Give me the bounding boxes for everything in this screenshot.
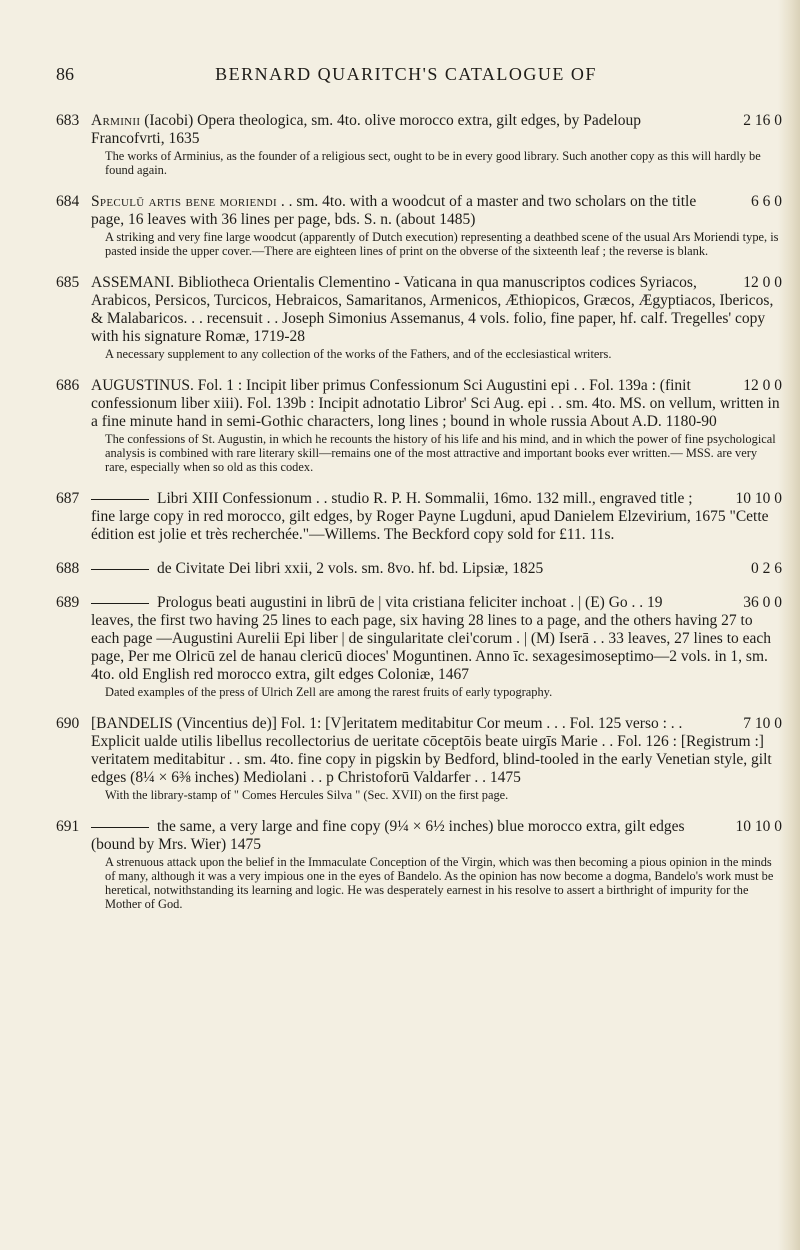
catalogue-entry [56,560,782,578]
entry-description [91,715,782,787]
entry-text: Bibliotheca Orientalis Clementino - Vaticana in qua manuscriptos codices Syriacos, Arabicos, Persicos, Turcicos, Hebraicos, Samaritanos, Armenicos, Æthiopicos, Græcos, Ægyptiacos, Ibericos, & Malabaricos. . . recensuit . . Joseph Simonius Assemanus, 4 vols. folio, fine paper, hf. calf. Tregelles' copy with his signature Romæ, 1719-28 [91,274,774,345]
entry-text: Libri XIII Confessionum . . studio R. P. H. Sommalii, 16mo. 132 mill., engraved title ; fine large copy in red morocco, gilt edges, by Roger Payne Lugduni, apud Danielem Elzevirium, 1675 "Cette édition est jolie et très recherchée."—Willems. The Beckford copy sold for £11. 11s. [91,490,769,543]
entry-price: 7 10 0 [743,715,782,732]
entry-author: Arminii [91,112,141,129]
entry-price: 2 16 0 [743,112,782,129]
entry-note: A striking and very fine large woodcut (apparently of Dutch execution) representing a deathbed scene of the usual Ars Moriendi type, is pasted inside the upper cover.—There are eighteen lines of print on the obverse of the sixteenth leaf ; the reverse is blank. [105,230,779,258]
entry-text: the same, a very large and fine copy (9¼ × 6½ inches) blue morocco extra, gilt edges (bound by Mrs. Wier) 1475 [91,818,685,853]
entry-number: 688 [56,560,80,577]
entry-text: Prologus beati augustini in librū de | vita cristiana feliciter inchoat . | (E) Go . . 19 leaves, the first two having 25 lines to each page, six having 28 lines to a page, and the others having 27 to each page —Augustini Aurelii Epi liber | de singularitate clei'corum . | (M) Iserā . . 33 leaves, 27 lines to each page, Per me Olricū zel de hanau clericū dioces' Moguntinen. Anno īc. sexagesimoseptimo—2 vols. in 1, sm. 4to. old English red morocco extra, gilt edges Coloniæ, 1467 [91,594,772,683]
catalogue-entry [56,112,782,177]
entry-description [91,594,782,684]
ditto-dash [91,499,149,500]
entry-text: Fol. 1 : Incipit liber primus Confessionum Sci Augustini epi . . Fol. 139a : (finit confessionum liber xiii). Fol. 139b : Incipit adnotatio Libror' Sci Aug. epi . . sm. 4to. MS. on vellum, written in a fine minute hand in semi-Gothic characters, long lines ; bound in whole russia About A.D. 1180-90 [91,377,780,430]
entry-note: The confessions of St. Augustin, in which he recounts the history of his life and his mind, and in which the power of fine psychological analysis is combined with rare literary skill—remains one of the most attractive and important books ever written.— MSS. are very rare, especially when so old as this codex. [105,432,776,474]
entry-description [91,560,782,578]
entry-number: 686 [56,377,80,394]
catalogue-entry [56,193,782,258]
catalogue-entries [56,112,782,927]
entry-number: 689 [56,594,80,611]
page-number: 86 [56,64,74,84]
entry-note: With the library-stamp of " Comes Hercules Silva " (Sec. XVII) on the first page. [105,788,509,802]
entry-author: Speculū artis bene moriendi [91,193,277,210]
entry-author: ASSEMANI. [91,274,175,291]
entry-number: 687 [56,490,80,507]
ditto-dash [91,569,149,570]
entry-price: 10 10 0 [735,490,782,507]
entry-price: 36 0 0 [743,594,782,611]
running-title: BERNARD QUARITCH'S CATALOGUE OF [215,64,597,84]
catalogue-entry [56,594,782,699]
catalogue-entry [56,818,782,911]
entry-text: de Civitate Dei libri xxii, 2 vols. sm. 8vo. hf. bd. Lipsiæ, 1825 [157,560,544,577]
entry-text: (Iacobi) Opera theologica, sm. 4to. olive morocco extra, gilt edges, by Padeloup Francofvrti, 1635 [91,112,641,147]
entry-description [91,490,782,544]
entry-description [91,112,782,148]
ditto-dash [91,603,149,604]
entry-description [91,274,782,346]
catalogue-entry [56,274,782,361]
entry-author: [BANDELIS [91,715,173,732]
ditto-dash [91,827,149,828]
entry-number: 691 [56,818,80,835]
catalogue-entry [56,715,782,802]
entry-note: The works of Arminius, as the founder of a religious sect, ought to be in every good library. Such another copy as this will hardly be found again. [105,149,761,177]
catalogue-entry [56,377,782,474]
catalogue-entry [56,490,782,544]
entry-text: . . sm. 4to. with a woodcut of a master and two scholars on the title page, 16 leaves with 36 lines per page, bds. S. n. (about 1485) [91,193,697,228]
entry-price: 12 0 0 [743,274,782,291]
entry-number: 684 [56,193,80,210]
entry-price: 12 0 0 [743,377,782,394]
entry-number: 683 [56,112,80,129]
entry-price: 6 6 0 [751,193,782,210]
entry-text: (Vincentius de)] Fol. 1: [V]eritatem meditabitur Cor meum . . . Fol. 125 verso : . . Explicit ualde utilis libellus recollectorius de ueritate cōceptōis beate uirgīs Marie . . Fol. 126 : [Registrum :] veritatem meditabitur . . sm. 4to. fine copy in pigskin by Bedford, blind-tooled in the early Venetian style, gilt edges (8¼ × 6⅜ inches) Mediolani . . p Christoforū Valdarfer . . 1475 [91,715,772,786]
entry-description [91,818,782,854]
entry-description [91,377,782,431]
entry-author: AUGUSTINUS. [91,377,194,394]
entry-number: 690 [56,715,80,732]
entry-description [91,193,782,229]
entry-note: Dated examples of the press of Ulrich Zell are among the rarest fruits of early typography. [105,685,553,699]
entry-price: 0 2 6 [751,560,782,577]
page-header [56,64,756,88]
entry-note: A necessary supplement to any collection of the works of the Fathers, and of the ecclesiastical writers. [105,347,612,361]
entry-note: A strenuous attack upon the belief in the Immaculate Conception of the Virgin, which was then becoming a pious opinion in the minds of many, although it was a very impious one in the eyes of Bandelo. As the opinion has now become a dogma, Bandelo's work must be heretical, notwithstanding its learning and logic. He was desperately earnest in his resolve to assert a birthright of impurity for the Mother of God. [105,855,774,911]
entry-number: 685 [56,274,80,291]
entry-price: 10 10 0 [735,818,782,835]
